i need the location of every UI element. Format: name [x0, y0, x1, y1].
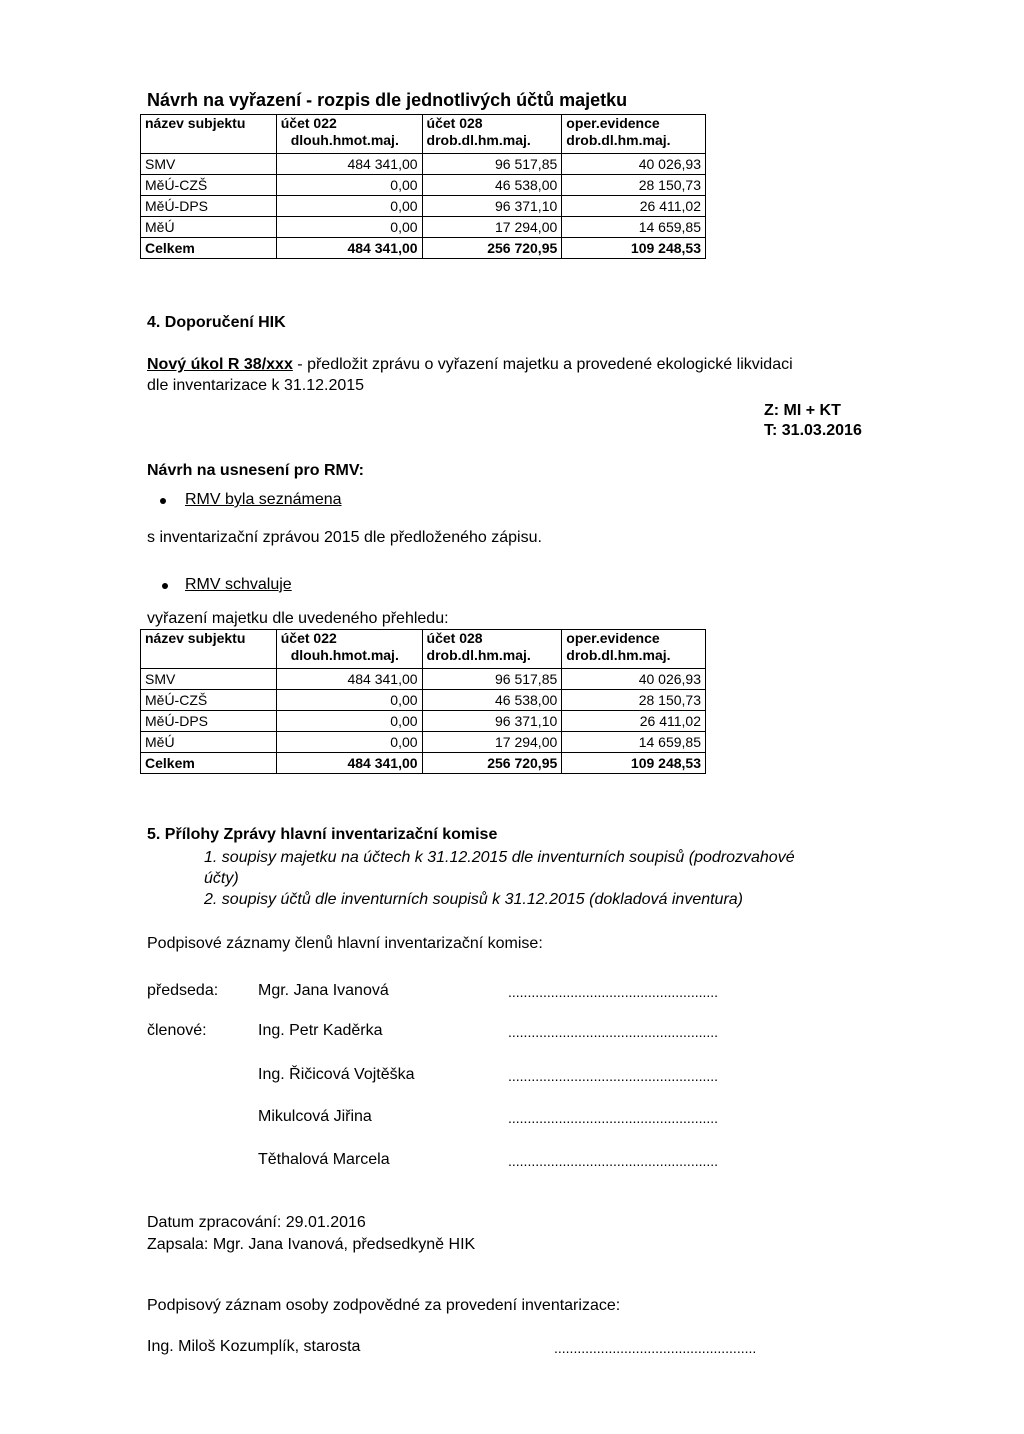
cell: 0,00	[276, 196, 422, 217]
signature-line: ......................................................	[508, 1110, 719, 1126]
table-row	[141, 669, 706, 690]
member-name: Ing. Řičicová Vojtěška	[258, 1066, 415, 1083]
header-cell: název subjektu	[141, 115, 277, 154]
cell: 109 248,53	[562, 238, 706, 259]
cell: SMV	[141, 154, 277, 175]
cell: 0,00	[276, 690, 422, 711]
cell: 46 538,00	[422, 175, 562, 196]
task-link: Nový úkol R 38/xxx	[147, 356, 293, 373]
member-name: Mikulcová Jiřina	[258, 1108, 372, 1125]
bullet-icon	[160, 498, 166, 504]
header-cell: účet 022 dlouh.hmot.maj.	[276, 630, 422, 669]
mayor-name: Ing. Miloš Kozumplík, starosta	[147, 1338, 361, 1355]
cell: 28 150,73	[562, 690, 706, 711]
cell: 26 411,02	[562, 196, 706, 217]
table-row	[141, 690, 706, 711]
task-text-2: dle inventarizace k 31.12.2015	[147, 377, 365, 394]
recorded-by: Zapsala: Mgr. Jana Ivanová, předsedkyně HIK	[147, 1236, 476, 1253]
bullet-icon	[162, 583, 168, 589]
cell: 0,00	[276, 732, 422, 753]
cell: 0,00	[276, 175, 422, 196]
cell: MěÚ-CZŠ	[141, 690, 277, 711]
cell: 26 411,02	[562, 711, 706, 732]
attachment-1-cont: účty)	[204, 870, 239, 887]
section-title: Návrh na vyřazení - rozpis dle jednotlivých účtů majetku	[147, 90, 628, 110]
attachment-1: 1. soupisy majetku na účtech k 31.12.2015 dle inventurních soupisů (podrozvahové	[204, 849, 795, 866]
responsible-person-label: Podpisový záznam osoby zodpovědné za provedení inventarizace:	[147, 1297, 621, 1314]
cell: 96 371,10	[422, 711, 562, 732]
cell: Celkem	[141, 238, 277, 259]
table-row	[141, 217, 706, 238]
cell: 40 026,93	[562, 154, 706, 175]
signature-line: ....................................................	[554, 1340, 757, 1356]
header-cell: název subjektu	[141, 630, 277, 669]
cell: 0,00	[276, 711, 422, 732]
cell: 484 341,00	[276, 753, 422, 774]
cell: 484 341,00	[276, 154, 422, 175]
signature-line: ......................................................	[508, 1153, 719, 1169]
table-total-row	[141, 753, 706, 774]
table-row	[141, 196, 706, 217]
cell: 256 720,95	[422, 238, 562, 259]
bullet-1-text: s inventarizační zprávou 2015 dle předloženého zápisu.	[147, 529, 542, 546]
bullet-2-heading: RMV schvaluje	[185, 576, 292, 593]
cell: 96 371,10	[422, 196, 562, 217]
cell: 40 026,93	[562, 669, 706, 690]
signature-line: ......................................................	[508, 1024, 719, 1040]
table-header-row	[141, 630, 706, 669]
responsible-z: Z: MI + KT	[764, 402, 841, 419]
cell: MěÚ-CZŠ	[141, 175, 277, 196]
table-row	[141, 154, 706, 175]
cell: 28 150,73	[562, 175, 706, 196]
chair-name: Mgr. Jana Ivanová	[258, 982, 389, 999]
cell: 17 294,00	[422, 217, 562, 238]
header-cell: oper.evidence drob.dl.hm.maj.	[562, 630, 706, 669]
chair-label: předseda:	[147, 982, 219, 999]
task-text: - předložit zprávu o vyřazení majetku a provedené ekologické likvidaci	[292, 356, 793, 373]
table-header-row	[141, 115, 706, 154]
table-row	[141, 711, 706, 732]
cell: MěÚ	[141, 217, 277, 238]
cell: MěÚ-DPS	[141, 711, 277, 732]
attachment-2: 2. soupisy účtů dle inventurních soupisů k 31.12.2015 (dokladová inventura)	[204, 891, 744, 908]
cell: MěÚ	[141, 732, 277, 753]
table-row	[141, 175, 706, 196]
cell: 14 659,85	[562, 732, 706, 753]
header-cell: účet 028 drob.dl.hm.maj.	[422, 115, 562, 154]
cell: 17 294,00	[422, 732, 562, 753]
cell: 256 720,95	[422, 753, 562, 774]
members-label: členové:	[147, 1022, 207, 1039]
resolution-title: Návrh na usnesení pro RMV:	[147, 462, 364, 479]
bullet-2-text: vyřazení majetku dle uvedeného přehledu:	[147, 610, 449, 627]
cell: 484 341,00	[276, 238, 422, 259]
cell: 14 659,85	[562, 217, 706, 238]
section-5-title: 5. Přílohy Zprávy hlavní inventarizační komise	[147, 826, 498, 843]
table-total-row	[141, 238, 706, 259]
signature-line: ......................................................	[508, 1068, 719, 1084]
cell: Celkem	[141, 753, 277, 774]
header-cell: oper.evidence drob.dl.hm.maj.	[562, 115, 706, 154]
cell: SMV	[141, 669, 277, 690]
processing-date: Datum zpracování: 29.01.2016	[147, 1214, 366, 1231]
cell: 109 248,53	[562, 753, 706, 774]
deadline-t: T: 31.03.2016	[764, 422, 862, 439]
member-name: Ing. Petr Kaděrka	[258, 1022, 383, 1039]
cell: 96 517,85	[422, 669, 562, 690]
task-line	[147, 356, 793, 374]
cell: 46 538,00	[422, 690, 562, 711]
table-row	[141, 732, 706, 753]
member-name: Těthalová Marcela	[258, 1151, 390, 1168]
signature-line: ......................................................	[508, 984, 719, 1000]
section-4-title: 4. Doporučení HIK	[147, 314, 286, 331]
asset-table-1	[140, 114, 706, 259]
cell: 0,00	[276, 217, 422, 238]
asset-table-2	[140, 629, 706, 774]
cell: MěÚ-DPS	[141, 196, 277, 217]
cell: 96 517,85	[422, 154, 562, 175]
header-cell: účet 028 drob.dl.hm.maj.	[422, 630, 562, 669]
bullet-1-heading: RMV byla seznámena	[185, 491, 342, 508]
header-cell: účet 022 dlouh.hmot.maj.	[276, 115, 422, 154]
cell: 484 341,00	[276, 669, 422, 690]
signatures-intro: Podpisové záznamy členů hlavní inventarizační komise:	[147, 935, 543, 952]
